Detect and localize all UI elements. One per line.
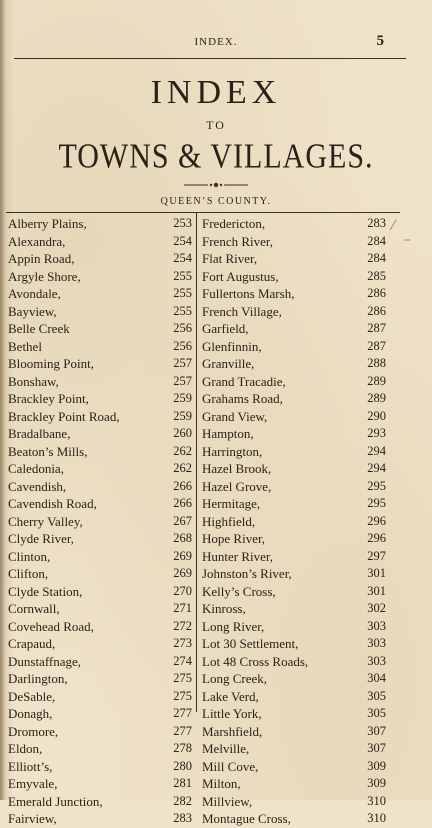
index-entry [8, 723, 194, 741]
entry-place-name: Mill Cove, [202, 758, 259, 774]
index-entry [8, 688, 194, 706]
entry-place-name: Long Creek, [202, 671, 267, 686]
entry-page-number: 303 [367, 636, 386, 650]
entry-page-number: 284 [367, 251, 386, 265]
index-entry [8, 285, 194, 303]
index-entry [202, 670, 390, 688]
entry-place-name: Eldon, [8, 741, 43, 756]
entry-place-name: Dunstaffnage, [8, 653, 82, 669]
index-entry [202, 268, 390, 286]
index-entry [202, 355, 390, 373]
running-title: INDEX. [194, 36, 238, 48]
entry-page-number: 289 [367, 373, 386, 388]
index-entry [8, 513, 194, 531]
entry-page-number: 267 [173, 513, 192, 528]
entry-page-number: 268 [173, 531, 192, 545]
index-entry [8, 548, 194, 566]
entry-page-number: 269 [173, 566, 192, 580]
index-entry [8, 635, 194, 653]
index-entry [8, 810, 194, 828]
entry-place-name: Covehead Road, [8, 618, 94, 634]
index-entry [202, 215, 390, 233]
page-subtitle: TOWNS & VILLAGES. [58, 137, 374, 176]
entry-place-name: Lot 30 Settlement, [202, 636, 299, 651]
entry-place-name: Long River, [202, 618, 265, 634]
entry-page-number: 262 [173, 443, 192, 458]
entry-page-number: 272 [173, 618, 192, 633]
entry-place-name: Hampton, [202, 426, 254, 441]
entry-place-name: Flat River, [202, 251, 258, 266]
entry-page-number: 296 [367, 531, 386, 545]
entry-page-number: 275 [173, 688, 192, 703]
entry-page-number: 260 [173, 426, 192, 440]
index-entry [202, 285, 390, 303]
entry-page-number: 309 [367, 776, 386, 790]
index-entry [202, 513, 390, 531]
entry-place-name: Caledonia, [8, 461, 64, 476]
index-entry [8, 355, 194, 373]
index-entry [8, 443, 194, 461]
entry-place-name: Emyvale, [8, 776, 58, 791]
entry-page-number: 289 [367, 391, 386, 405]
index-entry [8, 705, 194, 723]
entry-page-number: 269 [173, 548, 192, 563]
index-entry [202, 740, 390, 758]
entry-place-name: Fairview, [8, 811, 57, 826]
entry-place-name: Bethel [8, 338, 42, 354]
entry-page-number: 286 [367, 303, 386, 318]
index-entry [202, 723, 390, 741]
entry-place-name: Argyle Shore, [8, 268, 81, 284]
pencil-mark-icon: ⁄ [392, 218, 395, 234]
index-entry [8, 478, 194, 496]
entry-page-number: 255 [173, 268, 192, 283]
index-entry [202, 408, 390, 426]
index-entry [202, 618, 390, 636]
entry-page-number: 301 [367, 583, 386, 598]
entry-page-number: 277 [173, 723, 192, 738]
index-entry [8, 303, 194, 321]
entry-place-name: Clinton, [8, 548, 51, 564]
index-entry [202, 320, 390, 338]
index-entry [8, 268, 194, 286]
entry-page-number: 274 [173, 653, 192, 668]
entry-place-name: Millview, [202, 793, 253, 809]
entry-place-name: Alexandra, [8, 233, 66, 249]
entry-page-number: 273 [173, 636, 192, 650]
entry-place-name: Hunter River, [202, 548, 273, 564]
index-entry [8, 793, 194, 811]
entry-place-name: Clyde Station, [8, 583, 83, 599]
entry-place-name: Cherry Valley, [8, 513, 83, 529]
index-entry [8, 338, 194, 356]
entry-place-name: Johnston’s River, [202, 566, 292, 581]
index-entry [202, 775, 390, 793]
index-entry [8, 408, 194, 426]
index-entry [202, 443, 390, 461]
entry-page-number: 255 [173, 303, 192, 318]
entry-place-name: Bayview, [8, 303, 57, 319]
index-entry [8, 775, 194, 793]
entry-page-number: 262 [173, 461, 192, 475]
entry-place-name: Garfield, [202, 321, 249, 336]
entry-page-number: 255 [173, 286, 192, 300]
index-entry [8, 425, 194, 443]
index-entry [202, 425, 390, 443]
index-entry [8, 670, 194, 688]
entry-place-name: Hope River, [202, 531, 266, 546]
entry-page-number: 287 [367, 321, 386, 335]
index-entry [8, 495, 194, 513]
entry-page-number: 254 [173, 251, 192, 265]
entry-page-number: 285 [367, 268, 386, 283]
entry-page-number: 266 [173, 478, 192, 493]
index-entry [8, 233, 194, 251]
entry-page-number: 303 [367, 618, 386, 633]
index-entry [202, 250, 390, 268]
entry-page-number: 280 [173, 758, 192, 773]
entry-page-number: 307 [367, 741, 386, 755]
entry-place-name: Clyde River, [8, 531, 74, 546]
pencil-mark-icon: – [404, 232, 411, 248]
entry-page-number: 310 [367, 811, 386, 825]
entry-place-name: Crapaud, [8, 636, 56, 651]
entry-place-name: Belle Creek [8, 321, 70, 336]
entry-place-name: Bradalbane, [8, 426, 71, 441]
index-entry [8, 740, 194, 758]
entry-page-number: 257 [173, 356, 192, 370]
entry-page-number: 283 [367, 216, 386, 230]
ornament-divider [184, 182, 248, 188]
index-entry [8, 373, 194, 391]
running-head [0, 33, 432, 54]
index-entry [202, 495, 390, 513]
entry-page-number: 309 [367, 758, 386, 773]
entry-place-name: Cornwall, [8, 601, 60, 616]
index-entry [202, 635, 390, 653]
entry-page-number: 275 [173, 671, 192, 685]
page-number: 5 [376, 33, 384, 49]
entry-place-name: Donagh, [8, 706, 53, 721]
index-entry [202, 460, 390, 478]
index-entry [202, 653, 390, 671]
index-entry [202, 705, 390, 723]
entry-place-name: Little York, [202, 706, 262, 721]
entry-place-name: French River, [202, 233, 273, 249]
entry-page-number: 310 [367, 793, 386, 808]
section-heading: QUEEN’S COUNTY. [160, 196, 272, 207]
entry-page-number: 271 [173, 601, 192, 615]
entry-page-number: 256 [173, 321, 192, 335]
entry-page-number: 293 [367, 426, 386, 440]
index-column-right [202, 215, 390, 828]
title-connector: TO [206, 118, 226, 132]
entry-page-number: 259 [173, 408, 192, 423]
entry-page-number: 290 [367, 408, 386, 423]
entry-page-number: 253 [173, 216, 192, 230]
entry-page-number: 266 [173, 496, 192, 510]
entry-place-name: Elliott’s, [8, 758, 53, 774]
entry-page-number: 297 [367, 548, 386, 563]
entry-place-name: Lot 48 Cross Roads, [202, 653, 309, 669]
index-entry [202, 303, 390, 321]
entry-page-number: 259 [173, 391, 192, 405]
index-entry [8, 653, 194, 671]
index-entry [8, 565, 194, 583]
entry-place-name: Hazel Grove, [202, 478, 272, 494]
index-entry [202, 758, 390, 776]
entry-page-number: 295 [367, 496, 386, 510]
entry-place-name: Clifton, [8, 566, 49, 581]
page-title: INDEX [150, 74, 282, 111]
entry-place-name: Emerald Junction, [8, 793, 103, 809]
entry-place-name: Appin Road, [8, 251, 75, 266]
entry-place-name: Brackley Point, [8, 391, 89, 406]
entry-place-name: Avondale, [8, 286, 61, 301]
index-entry [202, 478, 390, 496]
entry-place-name: Brackley Point Road, [8, 408, 120, 424]
entry-page-number: 305 [367, 688, 386, 703]
entry-place-name: Grand Tracadie, [202, 373, 286, 389]
entry-page-number: 277 [173, 706, 192, 720]
index-entry [202, 688, 390, 706]
entry-place-name: Beaton’s Mills, [8, 443, 88, 459]
index-entry [202, 810, 390, 828]
index-entry [202, 373, 390, 391]
entry-place-name: Kinross, [202, 601, 246, 616]
entry-page-number: 305 [367, 706, 386, 720]
index-entry [202, 233, 390, 251]
entry-place-name: Harrington, [202, 443, 263, 459]
entry-place-name: Marshfield, [202, 723, 263, 739]
index-entry [8, 618, 194, 636]
entry-place-name: Granville, [202, 356, 255, 371]
index-entry [8, 600, 194, 618]
entry-place-name: Darlington, [8, 671, 68, 686]
entry-place-name: Alberry Plains, [8, 216, 87, 231]
index-entry [202, 548, 390, 566]
entry-place-name: Grahams Road, [202, 391, 283, 406]
index-entry [202, 530, 390, 548]
index-entry [202, 583, 390, 601]
index-entry [202, 793, 390, 811]
entry-page-number: 301 [367, 566, 386, 580]
entry-page-number: 294 [367, 461, 386, 475]
index-column-left [8, 215, 194, 828]
entry-place-name: Hermitage, [202, 496, 261, 511]
entry-place-name: Highfield, [202, 513, 256, 529]
entry-place-name: Montague Cross, [202, 811, 291, 826]
entry-page-number: 281 [173, 776, 192, 790]
index-entry [202, 600, 390, 618]
entry-page-number: 307 [367, 723, 386, 738]
entry-place-name: Cavendish, [8, 478, 67, 494]
entry-place-name: Melville, [202, 741, 250, 756]
entry-place-name: Hazel Brook, [202, 461, 272, 476]
entry-place-name: Fort Augustus, [202, 268, 279, 284]
entry-place-name: Lake Verd, [202, 688, 259, 704]
entry-place-name: DeSable, [8, 688, 56, 704]
entry-place-name: Bonshaw, [8, 373, 59, 389]
entry-place-name: Fullertons Marsh, [202, 286, 295, 301]
entry-page-number: 303 [367, 653, 386, 668]
entry-place-name: French Village, [202, 303, 282, 319]
index-entry [8, 320, 194, 338]
index-entry [8, 390, 194, 408]
entry-page-number: 288 [367, 356, 386, 370]
index-entry [8, 215, 194, 233]
entry-page-number: 278 [173, 741, 192, 755]
header-rule [14, 58, 406, 59]
entry-page-number: 304 [367, 671, 386, 685]
entry-page-number: 282 [173, 793, 192, 808]
entry-page-number: 284 [367, 233, 386, 248]
index-entry [8, 530, 194, 548]
index-entry [8, 583, 194, 601]
entry-page-number: 287 [367, 338, 386, 353]
entry-page-number: 257 [173, 373, 192, 388]
entry-place-name: Blooming Point, [8, 356, 94, 371]
index-entry [202, 390, 390, 408]
entry-place-name: Cavendish Road, [8, 496, 97, 511]
entry-page-number: 286 [367, 286, 386, 300]
entry-page-number: 283 [173, 811, 192, 825]
entry-page-number: 295 [367, 478, 386, 493]
entry-place-name: Milton, [202, 776, 241, 791]
entry-page-number: 254 [173, 233, 192, 248]
index-entry [202, 565, 390, 583]
entry-place-name: Kelly’s Cross, [202, 583, 276, 599]
entry-page-number: 302 [367, 601, 386, 615]
entry-place-name: Grand View, [202, 408, 268, 424]
entry-page-number: 256 [173, 338, 192, 353]
entry-place-name: Glenfinnin, [202, 338, 262, 354]
entry-page-number: 296 [367, 513, 386, 528]
entry-place-name: Fredericton, [202, 216, 266, 231]
index-entry [8, 460, 194, 478]
entry-page-number: 294 [367, 443, 386, 458]
index-entry [202, 338, 390, 356]
column-top-rule [6, 212, 400, 213]
index-entry [8, 758, 194, 776]
entry-page-number: 270 [173, 583, 192, 598]
index-entry [8, 250, 194, 268]
entry-place-name: Dromore, [8, 723, 59, 739]
column-divider [196, 212, 197, 712]
